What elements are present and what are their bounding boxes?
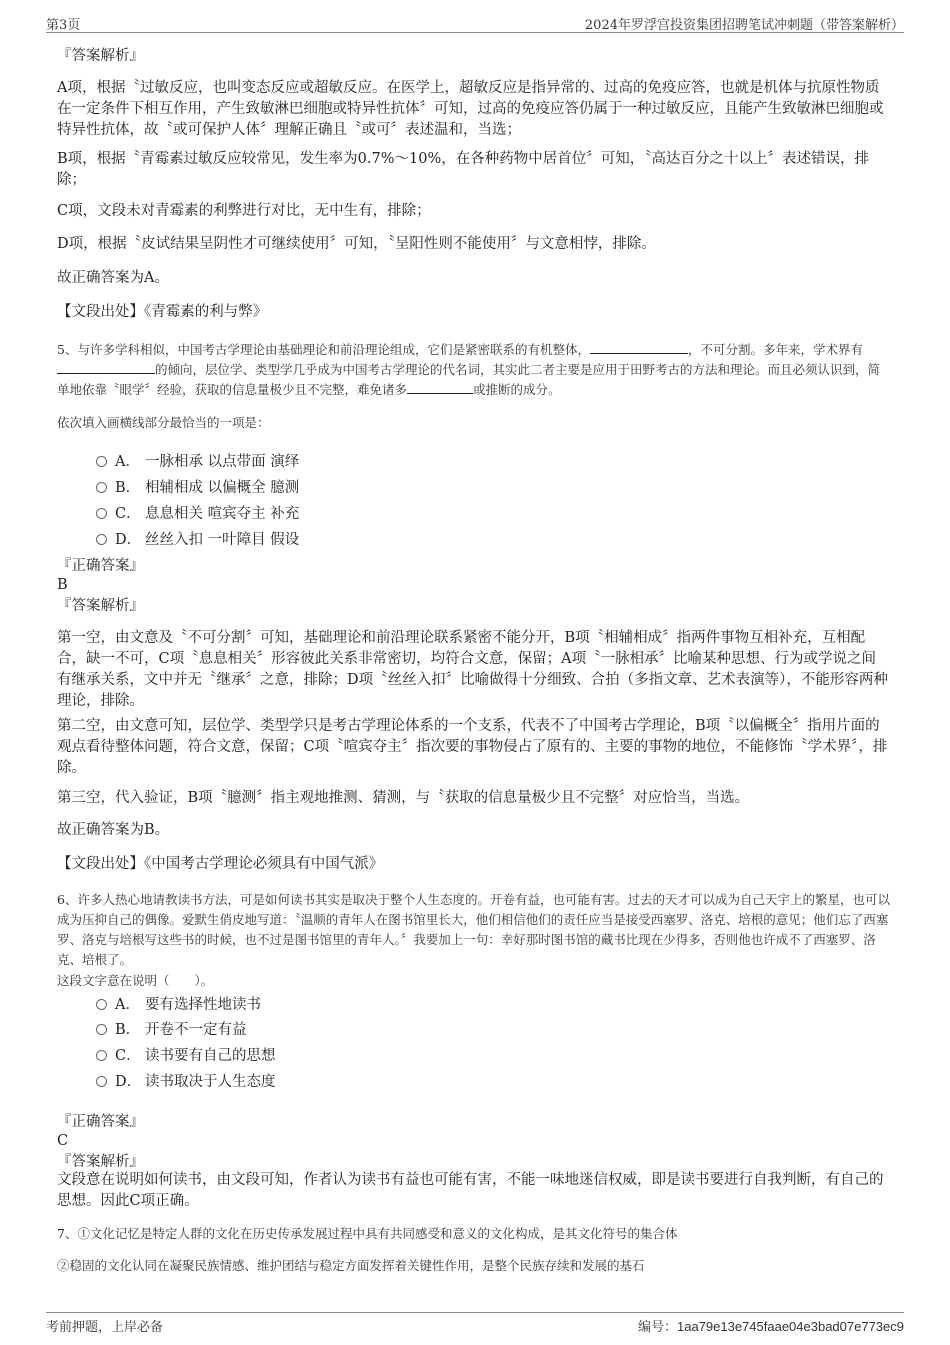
document-id-value: 1aa79e13e745faae04e3bad07e773ec9: [676, 1319, 904, 1334]
page-footer: [46, 1312, 904, 1336]
q4-analysis-label: 『答案解析』: [57, 48, 144, 64]
radio-icon[interactable]: [96, 999, 107, 1010]
q6-stem: 6、许多人热心地请教读书方法，可是如何读书其实是取决于整个人生态度的。开卷有益，也可能有害。过去的天才可以成为自己天宇上的繁星，也可以成为压抑自己的偶像。爱默生俏皮地写道：〝温顺的青年人在图书馆里长大，他们相信他们的责任应当是接受西塞罗、洛克、培根的意见；他们忘了西塞罗、洛克与培根写这些书的时候，也不过是图书馆里的青年人。〞我要加上一句：幸好那时图书馆的藏书比现在少得多，否则他也许成不了西塞罗、洛克、培根了。: [57, 892, 890, 967]
q6-analysis: 文段意在说明如何读书，由文段可知，作者认为读书有益也可能有害，不能一味地迷信权威，即是读书要进行自我判断，有自己的思想。因此C项正确。: [57, 1172, 884, 1209]
q6-option-b[interactable]: B． 开卷不一定有益: [96, 1018, 247, 1038]
q5-analysis-blank-2: 第二空，由文意可知，层位学、类型学只是考古学理论体系的一个支系，代表不了中国考古学理论，B项〝以偏概全〞指用片面的观点看待整体问题，符合文意，保留；C项〝喧宾夺主〞指次要的事物侵占了原有的、主要的事物的地位，不能修饰〝学术界〞，排除。: [57, 718, 888, 776]
q5-stem: [57, 340, 890, 400]
q4-analysis-option-a: A项，根据〝过敏反应，也叫变态反应或超敏反应。在医学上，超敏反应是指异常的、过高的免疫应答，也就是机体与抗原性物质在一定条件下相互作用，产生致敏淋巴细胞或特异性抗体〞可知，过高的免疫应答仍属于一种过敏反应，且能产生致敏淋巴细胞或特异性抗体，故〝或可保护人体〞理解正确且〝或可〞表述温和，当选；: [57, 80, 884, 138]
q6-answer: C: [57, 1133, 69, 1149]
q4-source: 【文段出处】《青霉素的利与弊》: [57, 304, 268, 320]
q5-blank-2: [57, 361, 155, 374]
document-title: 2024年罗浮宫投资集团招聘笔试冲刺题（带答案解析）: [584, 18, 904, 33]
q5-analysis-blank-3: 第三空，代入验证，B项〝臆测〞指主观地推测、猜测，与〝获取的信息量极少且不完整〞对应恰当，当选。: [57, 790, 750, 806]
page-header: [46, 14, 904, 33]
q5-analysis-label: 『答案解析』: [57, 598, 144, 614]
q5-stem-part-3: 的倾向，层位学、类型学几乎成为中国考古学理论的代名词，其实此二者主要是应用于田野考古的方法和理论。而且必须认识到，简单地依靠〝眼学〞经验，获取的信息量极少且不完整，难免诸多: [57, 362, 881, 397]
radio-icon[interactable]: [96, 534, 107, 545]
q7-statement-1: 7、①文化记忆是特定人群的文化在历史传承发展过程中具有共同感受和意义的文化构成，是其文化符号的集合体: [57, 1226, 678, 1241]
q4-analysis-option-d: D项，根据〝皮试结果呈阴性才可继续使用〞可知，〝呈阳性则不能使用〞与文意相悖，排除。: [57, 236, 656, 252]
q5-answer-label: 『正确答案』: [57, 558, 144, 574]
radio-icon[interactable]: [96, 508, 107, 519]
q5-option-c[interactable]: C． 息息相关 喧宾夺主 补充: [96, 502, 299, 522]
q6-analysis-label: 『答案解析』: [57, 1154, 144, 1170]
q6-option-a[interactable]: A． 要有选择性地读书: [96, 993, 261, 1013]
q5-conclusion: 故正确答案为B。: [57, 822, 170, 838]
q5-option-d[interactable]: D． 丝丝入扣 一叶障目 假设: [96, 528, 299, 548]
q5-stem-part-2: ，不可分割。多年来，学术界有: [687, 342, 863, 357]
q4-analysis-option-c: C项，文段未对青霉素的利弊进行对比，无中生有，排除；: [57, 203, 431, 219]
document-id: [638, 1316, 904, 1335]
page-number: 第3页: [46, 18, 81, 33]
q6-option-c[interactable]: C． 读书要有自己的思想: [96, 1044, 276, 1064]
q5-blank-1: [590, 341, 688, 354]
radio-icon[interactable]: [96, 1050, 107, 1061]
radio-icon[interactable]: [96, 1024, 107, 1035]
q5-source: 【文段出处】《中国考古学理论必须具有中国气派》: [57, 856, 384, 872]
q5-stem-part-4: 或推断的成分。: [473, 382, 561, 397]
q7-statement-2: ②稳固的文化认同在凝聚民族情感、维护团结与稳定方面发挥着关键性作用，是整个民族存续和发展的基石: [57, 1258, 645, 1273]
q5-option-a[interactable]: A． 一脉相承 以点带面 演绎: [96, 450, 299, 470]
q4-conclusion: 故正确答案为A。: [57, 270, 169, 286]
radio-icon[interactable]: [96, 482, 107, 493]
q6-option-d[interactable]: D． 读书取决于人生态度: [96, 1070, 276, 1090]
radio-icon[interactable]: [96, 456, 107, 467]
q5-prompt: 依次填入画横线部分最恰当的一项是：: [57, 415, 270, 430]
q5-stem-part-1: 5、与许多学科相似，中国考古学理论由基础理论和前沿理论组成，它们是紧密联系的有机整体，: [57, 342, 590, 357]
q6-prompt: 这段文字意在说明（ ）。: [57, 973, 214, 988]
q6-answer-label: 『正确答案』: [57, 1114, 144, 1130]
q5-answer: B: [57, 577, 68, 593]
footer-slogan: 考前押题，上岸必备: [46, 1320, 164, 1335]
q5-analysis-blank-1: 第一空，由文意及〝不可分割〞可知，基础理论和前沿理论联系紧密不能分开，B项〝相辅相成〞指两件事物互相补充，互相配合，缺一不可，C项〝息息相关〞形容彼此关系非常密切，均符合文意，保留；A项〝一脉相承〞比喻某种思想、行为或学说之间有继承关系，文中并无〝继承〞之意，排除；D项〝丝丝入扣〞比喻做得十分细致、合拍（多指文章、艺术表演等），不能形容两种理论，排除。: [57, 630, 888, 709]
q4-analysis-option-b: B项，根据〝青霉素过敏反应较常见，发生率为0.7%～10%，在各种药物中居首位〞可知，〝高达百分之十以上〞表述错误，排除；: [57, 151, 869, 188]
radio-icon[interactable]: [96, 1076, 107, 1087]
q5-option-b[interactable]: B． 相辅相成 以偏概全 臆测: [96, 476, 299, 496]
document-id-label: 编号：: [637, 1320, 677, 1335]
q5-blank-3: [407, 381, 473, 394]
